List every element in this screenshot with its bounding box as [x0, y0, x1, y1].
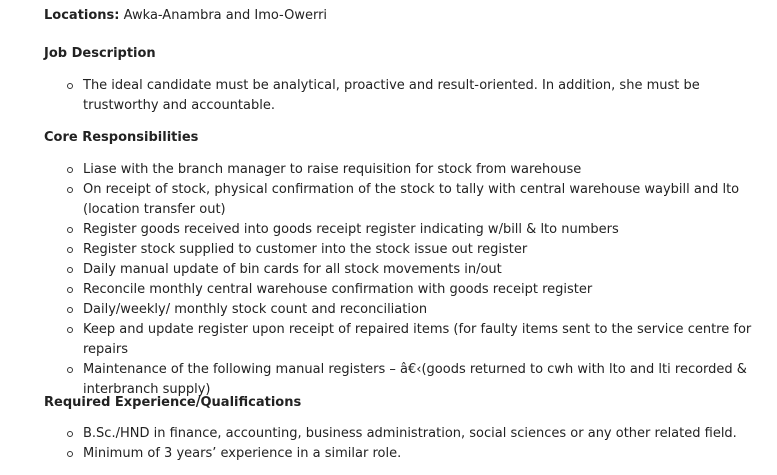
list-item: Register goods received into goods receipt register indicating w/bill & lto numbers [0, 220, 777, 240]
locations-line [44, 6, 327, 26]
list-item: Register stock supplied to customer into the stock issue out register [0, 240, 777, 260]
required-experience-list [0, 424, 777, 464]
locations-value: Awka-Anambra and Imo-Owerri [123, 8, 328, 23]
list-item: B.Sc./HND in finance, accounting, business administration, social sciences or any other related field. [0, 424, 777, 444]
list-item: Keep and update register upon receipt of repaired items (for faulty items sent to the service centre for repairs [0, 320, 777, 360]
list-item: On receipt of stock, physical confirmation of the stock to tally with central warehouse waybill and lto (location transfer out) [0, 180, 777, 220]
list-item: The ideal candidate must be analytical, proactive and result-oriented. In addition, she must be trustworthy and accountable. [0, 76, 777, 116]
list-item: Reconcile monthly central warehouse confirmation with goods receipt register [0, 280, 777, 300]
list-item: Daily/weekly/ monthly stock count and reconciliation [0, 300, 777, 320]
locations-label: Locations: [44, 8, 120, 23]
list-item: Liase with the branch manager to raise requisition for stock from warehouse [0, 160, 777, 180]
list-item: Maintenance of the following manual registers – â€‹(goods returned to cwh with lto and lti recorded & interbranch supply) [0, 360, 777, 400]
job-description-list [0, 76, 777, 116]
required-experience-heading: Required Experience/Qualifications [44, 395, 302, 410]
job-description-heading: Job Description [44, 46, 156, 61]
list-item: Daily manual update of bin cards for all stock movements in/out [0, 260, 777, 280]
core-responsibilities-list [0, 160, 777, 400]
core-responsibilities-heading: Core Responsibilities [44, 130, 199, 145]
list-item: Minimum of 3 years’ experience in a similar role. [0, 444, 777, 464]
